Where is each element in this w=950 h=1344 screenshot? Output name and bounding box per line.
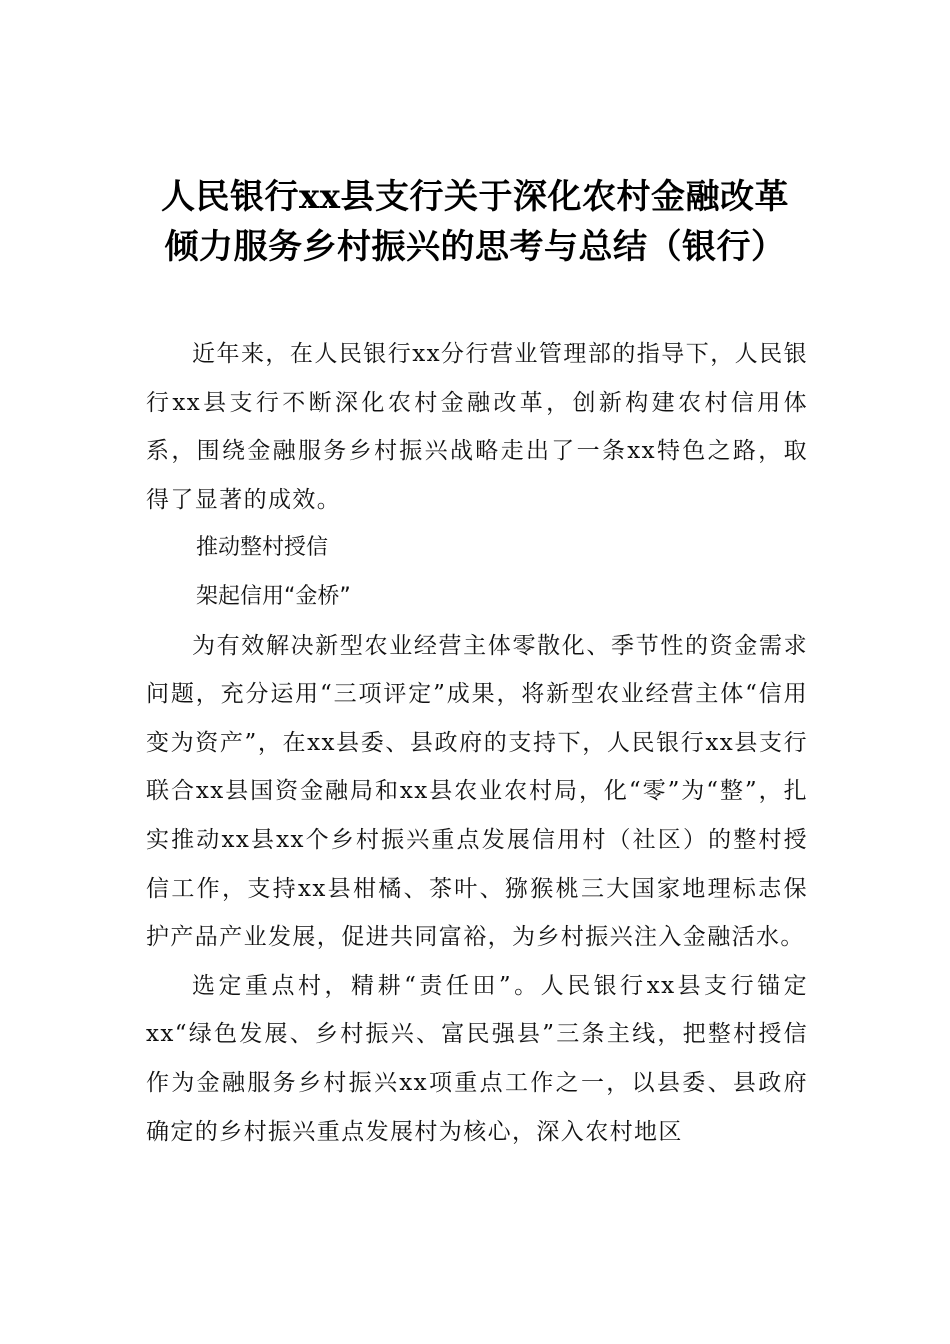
paragraph-credit: 为有效解决新型农业经营主体零散化、季节性的资金需求问题，充分运用“三项评定”成果，将新型农业经营主体“信用变为资产”，在xx县委、县政府的支持下，人民银行xx县支行联合xx县国资金融局和xx县农业农村局，化“零”为“整”，扎实推动xx县xx个乡村振兴重点发展信用村（社区）的整村授信工作，支持xx县柑橘、茶叶、猕猴桃三大国家地理标志保护产品产业发展，促进共同富裕，为乡村振兴注入金融活水。	[146, 632, 808, 951]
document-title	[120, 172, 830, 272]
section-heading-2: 架起信用“金桥”	[196, 583, 351, 609]
paragraph-key-villages: 选定重点村，精耕“责任田”。人民银行xx县支行锚定xx“绿色发展、乡村振兴、富民强县”三条主线，把整村授信作为金融服务乡村振兴xx项重点工作之一，以县委、县政府确定的乡村振兴重点发展村为核心，深入农村地区	[146, 972, 808, 1145]
paragraph-intro: 近年来，在人民银行xx分行营业管理部的指导下，人民银行xx县支行不断深化农村金融改革，创新构建农村信用体系，围绕金融服务乡村振兴战略走出了一条xx特色之路，取得了显著的成效。	[146, 341, 808, 513]
title-line-2: 倾力服务乡村振兴的思考与总结（银行）	[164, 227, 786, 267]
title-line-1: 人民银行xx县支行关于深化农村金融改革	[160, 177, 790, 217]
section-heading-1: 推动整村授信	[196, 535, 329, 561]
document-body	[146, 330, 808, 1156]
